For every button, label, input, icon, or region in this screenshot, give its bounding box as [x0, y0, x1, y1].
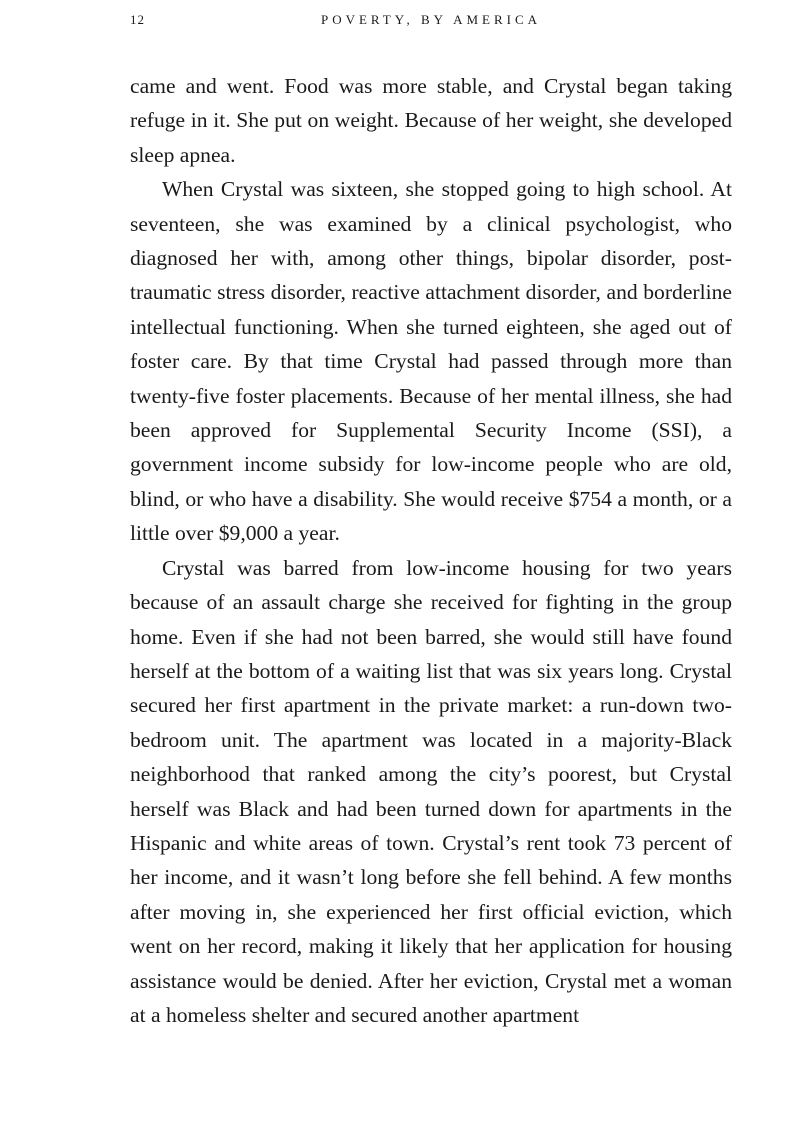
running-head [130, 12, 732, 34]
running-title: POVERTY, BY AMERICA [320, 12, 542, 27]
page-number: 12 [130, 12, 145, 27]
paragraph-continued: came and went. Food was more stable, and Crystal began taking refuge in it. She put on weight. Because of her weight, she developed sleep apnea. [130, 74, 732, 167]
paragraph: When Crystal was sixteen, she stopped going to high school. At seventeen, she was examined by a clinical psychologist, who diagnosed her with, among other things, bipolar disorder, post-traumatic stress disorder, reactive attachment disorder, and borderline intellectual functioning. When she turned eighteen, she aged out of foster care. By that time Crystal had passed through more than twenty-five foster placements. Because of her mental illness, she had been approved for Supplemental Security Income (SSI), a government income subsidy for low-income people who are old, blind, or who have a disability. She would receive $754 a month, or a little over $9,000 a year. [130, 177, 732, 546]
paragraph: Crystal was barred from low-income housing for two years because of an assault charge she received for fighting in the group home. Even if she had not been barred, she would still have found herself at the bottom of a waiting list that was six years long. Crystal secured her first apartment in the private market: a run-down two-bedroom unit. The apartment was located in a majority-Black neighborhood that ranked among the city’s poorest, but Crystal herself was Black and had been turned down for apartments in the Hispanic and white areas of town. Crystal’s rent took 73 percent of her income, and it wasn’t long before she fell behind. A few months after moving in, she experienced her first official eviction, which went on her record, making it likely that her application for housing assistance would be denied. After her eviction, Crystal met a woman at a homeless shelter and secured another apartment [130, 555, 732, 1027]
body-text [130, 69, 732, 1032]
